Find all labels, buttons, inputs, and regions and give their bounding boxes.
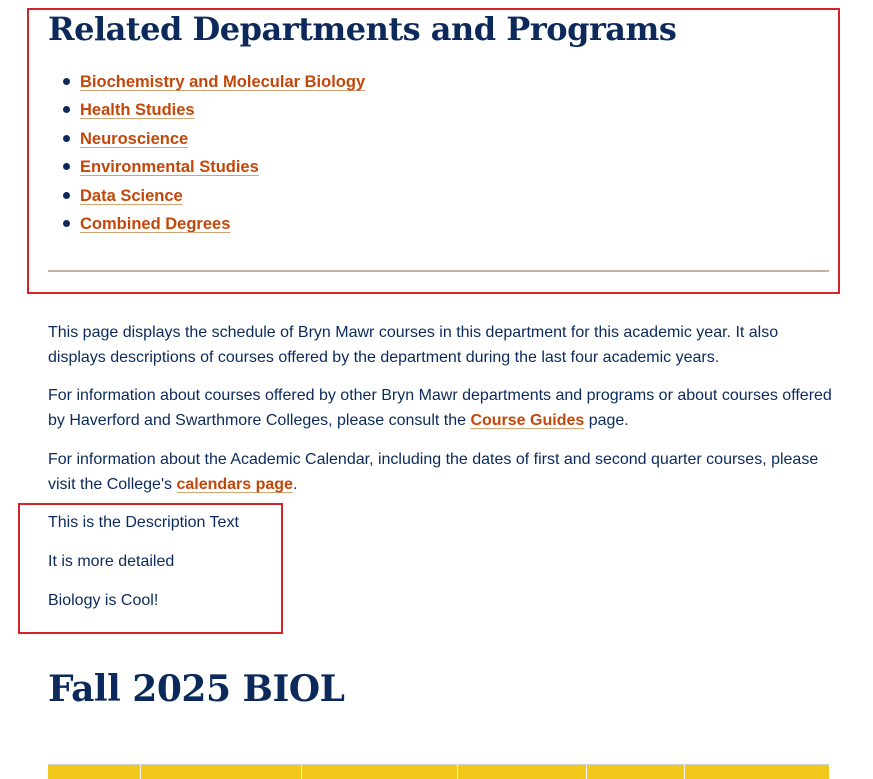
- table-header-cell: [141, 765, 302, 779]
- intro-paragraph-course-guides: [48, 383, 833, 433]
- intro-p3-suffix: .: [292, 476, 298, 493]
- list-item: [80, 98, 365, 126]
- related-section-title: Related Departments and Programs: [48, 10, 677, 48]
- description-line-1: This is the Description Text: [48, 514, 239, 531]
- description-line-2: It is more detailed: [48, 553, 175, 570]
- schedule-table-header: [48, 764, 829, 779]
- section-divider: [48, 270, 829, 272]
- bullet-icon: [63, 78, 70, 85]
- intro-p3-text: For information about the Academic Calendar, including the dates of first and second quarter courses, please visit the College's: [48, 451, 819, 493]
- table-header-cell: [302, 765, 458, 779]
- bullet-icon: [63, 135, 70, 142]
- list-item: [80, 212, 365, 240]
- term-schedule-title: Fall 2025 BIOL: [48, 668, 345, 710]
- bullet-icon: [63, 220, 70, 227]
- calendars-page-link[interactable]: calendars page: [176, 476, 293, 493]
- related-link-health-studies[interactable]: Health Studies: [80, 101, 195, 120]
- bullet-icon: [63, 192, 70, 199]
- course-guides-link[interactable]: Course Guides: [470, 412, 585, 429]
- table-header-cell: [48, 765, 141, 779]
- related-link-combined-degrees[interactable]: Combined Degrees: [80, 214, 231, 233]
- related-links-list: [80, 70, 365, 240]
- related-link-neuroscience[interactable]: Neuroscience: [80, 129, 189, 148]
- table-header-cell: [587, 765, 685, 779]
- intro-p2-text: For information about courses offered by other Bryn Mawr departments and programs or about courses offered by Haverford and Swarthmore Colleges, please consult the: [48, 387, 832, 429]
- related-link-biochemistry[interactable]: Biochemistry and Molecular Biology: [80, 73, 366, 91]
- table-header-cell: [458, 765, 587, 779]
- list-item: [80, 70, 365, 98]
- intro-p2-suffix: page.: [584, 412, 629, 429]
- list-item: [80, 127, 365, 155]
- list-item: [80, 184, 365, 212]
- related-link-data-science[interactable]: Data Science: [80, 186, 183, 205]
- list-item: [80, 155, 365, 183]
- related-link-environmental-studies[interactable]: Environmental Studies: [80, 158, 259, 177]
- description-line-3: Biology is Cool!: [48, 592, 159, 609]
- table-header-cell: [685, 765, 829, 779]
- intro-paragraph-schedule: This page displays the schedule of Bryn Mawr courses in this department for this academic year. It also displays descriptions of courses offered by the department during the last four academic years.: [48, 324, 779, 366]
- intro-paragraph-calendar: [48, 447, 833, 497]
